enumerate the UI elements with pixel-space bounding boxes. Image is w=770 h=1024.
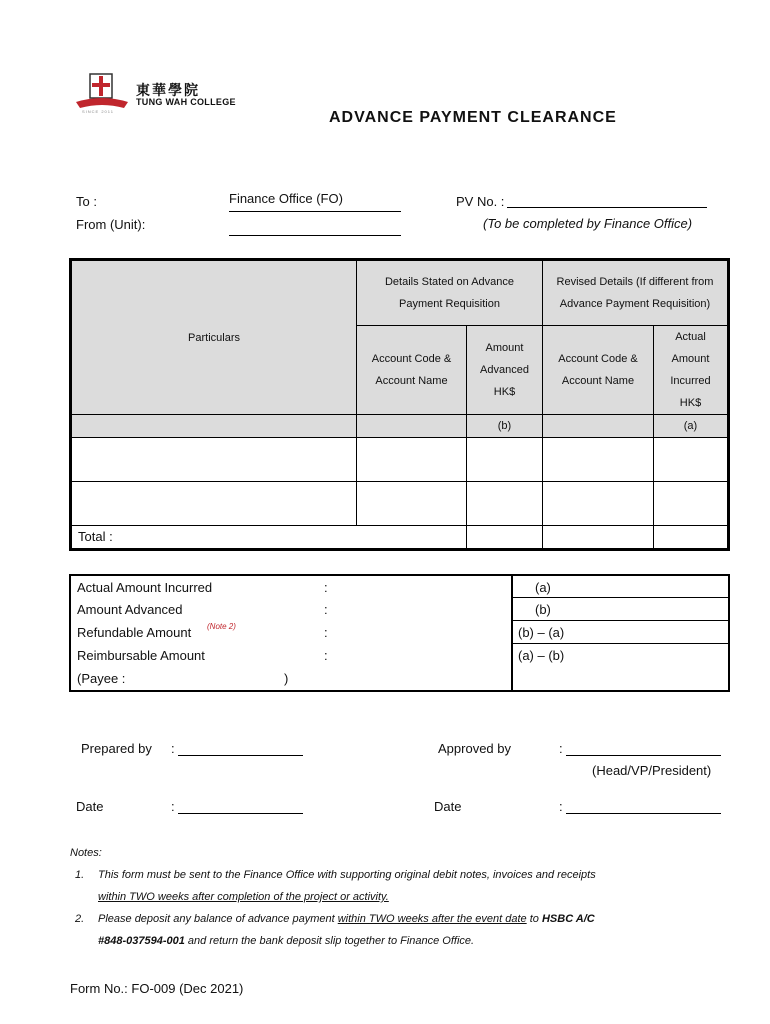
revised-account-cell[interactable] (543, 438, 654, 482)
total-advanced-cell[interactable] (467, 526, 543, 550)
actual-incurred-label: Actual Amount Incurred (77, 580, 213, 595)
note-2-account: #848-037594-001 (98, 935, 185, 947)
summary-colon: : (324, 648, 328, 663)
particulars-table (69, 258, 730, 551)
reimbursable-amount-value: (a) – (b) (518, 648, 565, 663)
logo-since: SINCE 2011 (82, 109, 114, 114)
revised-account-code-header: Account Code & Account Name (543, 326, 654, 415)
details-stated-header: Details Stated on Advance Payment Requisition (357, 260, 543, 326)
table-row (71, 482, 729, 526)
note-2-to: to (529, 913, 539, 925)
particulars-cell[interactable] (71, 482, 357, 526)
note-2-pre: Please deposit any balance of advance payment (98, 913, 335, 925)
note-1 (70, 864, 596, 908)
pv-note: (To be completed by Finance Office) (483, 216, 693, 231)
note-2-bank: HSBC A/C (541, 913, 595, 925)
college-crest-icon (74, 72, 130, 114)
prepared-date-field[interactable] (178, 799, 303, 814)
pv-label: PV No. : (456, 194, 505, 209)
page-title: ADVANCE PAYMENT CLEARANCE (329, 109, 617, 126)
summary-box (69, 574, 730, 692)
marker-a: (a) (654, 415, 729, 438)
to-value: Finance Office (FO) (229, 191, 343, 206)
to-label: To : (76, 194, 97, 209)
actual-amount-cell[interactable] (654, 482, 729, 526)
approved-date-field[interactable] (566, 799, 721, 814)
particulars-cell[interactable] (71, 438, 357, 482)
summary-colon: : (324, 602, 328, 617)
approved-date-label: Date (434, 799, 462, 814)
actual-incurred-header: Actual Amount Incurred HK$ (654, 326, 729, 415)
refundable-amount-label: Refundable Amount (77, 625, 192, 640)
note-ref: (Note 2) (207, 622, 236, 631)
logo-english-name: TUNG WAH COLLEGE (136, 97, 236, 107)
table-row (71, 438, 729, 482)
refundable-amount-value: (b) – (a) (518, 625, 565, 640)
note-1-underline: within TWO weeks after completion of the project or activity. (98, 891, 389, 903)
payee-field[interactable] (131, 669, 281, 685)
note-1-text: This form must be sent to the Finance Office with supporting original debit notes, invoices and receipts (98, 869, 596, 881)
to-field[interactable] (229, 191, 401, 212)
marker-b: (b) (467, 415, 543, 438)
logo-chinese-name: 東華學院 (136, 82, 200, 98)
notes-section (70, 842, 596, 952)
marker-cell (71, 415, 357, 438)
note-2-post: and return the bank deposit slip together to Finance Office. (187, 935, 475, 947)
actual-incurred-value: (a) (535, 580, 551, 595)
amount-advanced-header: Amount Advanced HK$ (467, 326, 543, 415)
amount-advanced-value: (b) (535, 602, 551, 617)
approved-by-colon: : (559, 741, 563, 756)
reimbursable-amount-label: Reimbursable Amount (77, 648, 205, 663)
notes-heading: Notes: (70, 847, 102, 859)
revised-details-header: Revised Details (If different from Advance Payment Requisition) (543, 260, 729, 326)
prepared-by-label: Prepared by (81, 741, 152, 756)
form-number: Form No.: FO-009 (Dec 2021) (70, 981, 244, 996)
amount-advanced-label: Amount Advanced (77, 602, 183, 617)
approved-date-colon: : (559, 799, 563, 814)
account-code-header: Account Code & Account Name (357, 326, 467, 415)
marker-cell (357, 415, 467, 438)
marker-cell (543, 415, 654, 438)
prepared-date-label: Date (76, 799, 104, 814)
account-cell[interactable] (357, 482, 467, 526)
amount-advanced-cell[interactable] (467, 482, 543, 526)
approved-by-field[interactable] (566, 741, 721, 756)
approver-role: (Head/VP/President) (592, 763, 712, 778)
approved-by-label: Approved by (438, 741, 511, 756)
revised-account-cell[interactable] (543, 482, 654, 526)
prepared-by-colon: : (171, 741, 175, 756)
prepared-date-colon: : (171, 799, 175, 814)
account-cell[interactable] (357, 438, 467, 482)
particulars-header: Particulars (71, 260, 357, 415)
total-label: Total : (71, 526, 467, 550)
note-2 (70, 908, 596, 952)
summary-colon: : (324, 625, 328, 640)
note-2-number: 2. (75, 913, 85, 925)
total-blank-cell (543, 526, 654, 550)
from-label: From (Unit): (76, 217, 146, 232)
amount-advanced-cell[interactable] (467, 438, 543, 482)
college-logo (74, 72, 264, 118)
payee-label: (Payee : (77, 671, 126, 686)
prepared-by-field[interactable] (178, 741, 303, 756)
summary-colon: : (324, 580, 328, 595)
from-unit-field[interactable] (229, 218, 401, 236)
actual-amount-cell[interactable] (654, 438, 729, 482)
total-actual-cell[interactable] (654, 526, 729, 550)
payee-close: ) (284, 671, 289, 686)
note-2-underline: within TWO weeks after the event date (337, 913, 527, 925)
note-1-number: 1. (75, 869, 85, 881)
pv-number-field[interactable] (507, 193, 707, 208)
